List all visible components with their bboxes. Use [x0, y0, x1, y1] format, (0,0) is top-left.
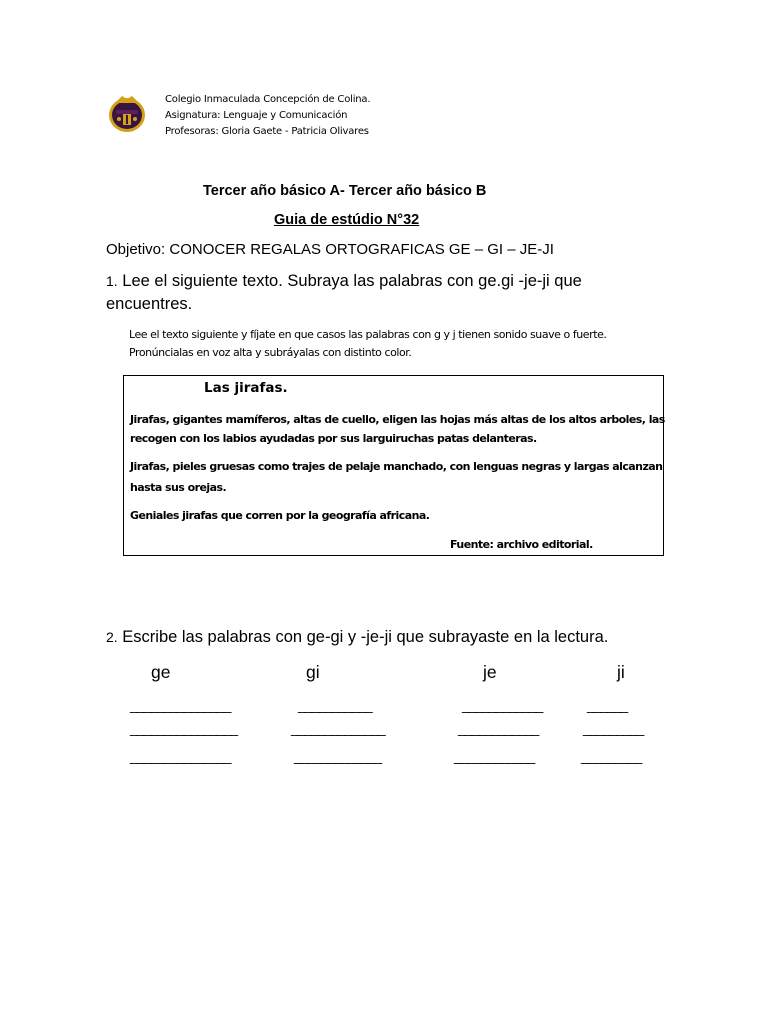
guide-title: Guia de estúdio N°32: [274, 212, 420, 228]
answer-blank[interactable]: _______________: [130, 697, 231, 713]
answer-blank[interactable]: ____________: [458, 720, 539, 736]
reading-source: Fuente: archivo editorial.: [450, 538, 593, 551]
school-name: Colegio Inmaculada Concepción de Colina.: [165, 94, 371, 105]
answer-blank[interactable]: _________: [583, 720, 644, 736]
answer-blank[interactable]: _____________: [294, 748, 381, 764]
school-crest-icon: [106, 92, 148, 134]
answer-blank[interactable]: ______: [587, 697, 628, 713]
answer-blank[interactable]: _________: [581, 748, 642, 764]
question-2-text: Escribe las palabras con ge-gi y -je-ji que subrayaste en la lectura.: [122, 628, 609, 646]
reading-p3: Geniales jirafas que corren por la geografía africana.: [130, 509, 430, 522]
question-1-number: 1.: [106, 273, 118, 289]
objective-line: Objetivo: CONOCER REGALAS ORTOGRAFICAS GE – GI – JE-JI: [106, 241, 554, 258]
question-1-line1: [106, 272, 582, 291]
reading-p2-line1: Jirafas, pieles gruesas como trajes de pelaje manchado, con lenguas negras y largas alcanzan: [130, 460, 663, 473]
reading-p2-line2: hasta sus orejas.: [130, 481, 227, 494]
reading-p1-line1: Jirafas, gigantes mamíferos, altas de cuello, eligen las hojas más altas de los altos arboles, las: [130, 413, 665, 426]
answer-blank[interactable]: ____________: [462, 697, 543, 713]
column-header-gi: gi: [306, 662, 320, 682]
teachers-line: Profesoras: Gloria Gaete - Patricia Olivares: [165, 126, 369, 137]
question-2-line: [106, 628, 608, 647]
grades-title: Tercer año básico A- Tercer año básico B: [203, 183, 487, 199]
reading-p1-line2: recogen con los labios ayudadas por sus larguiruchas patas delanteras.: [130, 432, 537, 445]
question-1-line2: encuentres.: [106, 295, 193, 313]
answer-blank[interactable]: _______________: [130, 748, 231, 764]
column-header-je: je: [483, 662, 497, 682]
answer-blank[interactable]: ______________: [291, 720, 385, 736]
answer-blank[interactable]: ________________: [130, 720, 237, 736]
instruction-line1: Lee el texto siguiente y fíjate en que casos las palabras con g y j tienen sonido suave o fuerte.: [129, 328, 607, 341]
answer-blank[interactable]: ____________: [454, 748, 535, 764]
reading-title: Las jirafas.: [204, 380, 288, 396]
question-2-number: 2.: [106, 629, 118, 645]
column-header-ji: ji: [617, 662, 625, 682]
subject-line: Asignatura: Lenguaje y Comunicación: [165, 110, 348, 121]
column-header-ge: ge: [151, 662, 171, 682]
answer-blank[interactable]: ___________: [298, 697, 372, 713]
instruction-line2: Pronúncialas en voz alta y subráyalas con distinto color.: [129, 346, 412, 359]
question-1-text: Lee el siguiente texto. Subraya las palabras con ge.gi -je-ji que: [122, 272, 582, 290]
